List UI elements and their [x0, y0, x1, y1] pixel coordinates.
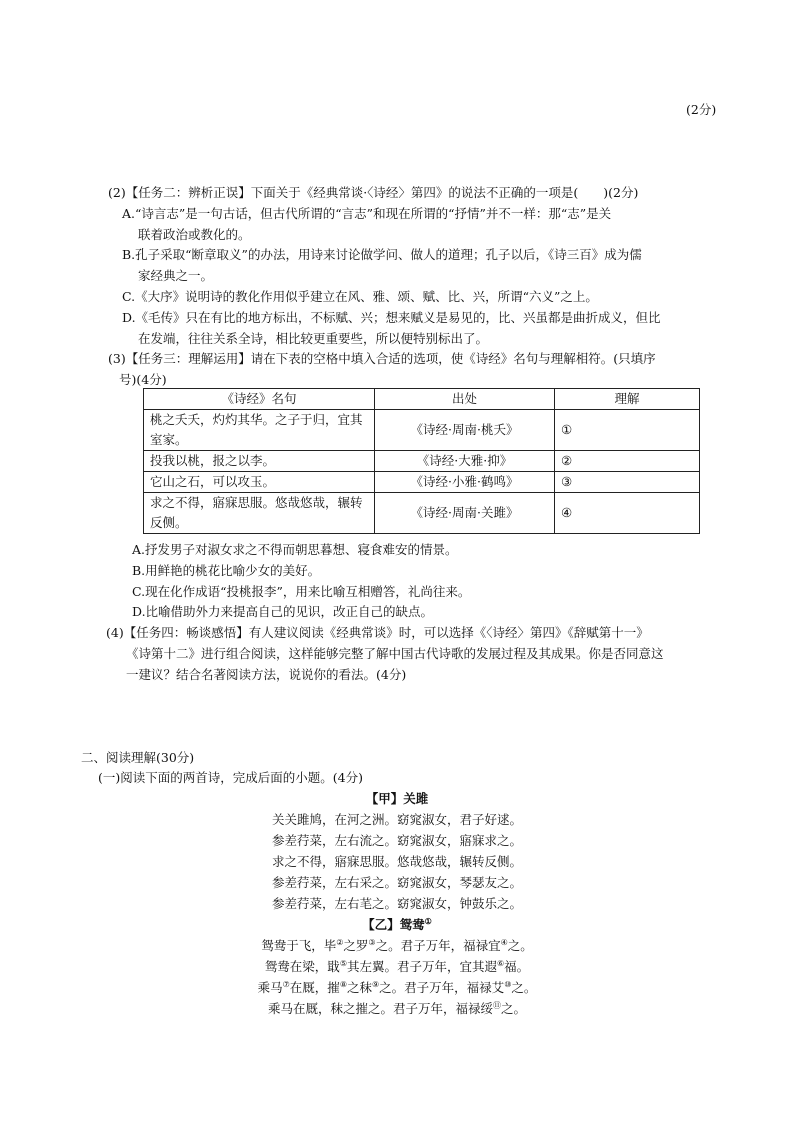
subsection-heading: (一)阅读下面的两首诗，完成后面的小题。(4分): [98, 770, 363, 785]
footnote-mark: ①: [424, 915, 432, 926]
task2-stem: (2)【任务二：辨析正误】下面关于《经典常谈·〈诗经〉第四》的说法不正确的一项是( )(2分): [108, 185, 639, 200]
option-line: 在发端，往往关系全诗，相比较更重要些，所以便特别标出了。: [138, 331, 489, 346]
table-row: [144, 493, 700, 534]
table-row: [144, 451, 700, 472]
task3-stem: [108, 348, 728, 390]
poem-line: 参差荇菜，左右芼之。窈窕淑女，钟鼓乐之。: [271, 896, 522, 911]
footnote-mark: ⑤: [339, 958, 347, 968]
blank-cell[interactable]: ②: [555, 451, 700, 472]
answer-option-a: A.抒发男子对淑女求之不得而朝思暮想、寝食难安的情景。: [132, 542, 458, 557]
blank-cell[interactable]: ④: [555, 493, 700, 534]
task4-stem: [106, 622, 726, 685]
source-cell: 《诗经·大雅·抑》: [375, 451, 555, 472]
quotes-table: [143, 388, 700, 534]
text: 之。君子万年，福禄宜: [375, 938, 501, 953]
poem-line: [0, 935, 794, 956]
table-row: [144, 410, 700, 451]
poem-line: [0, 956, 794, 977]
quote-cell: 投我以桃，报之以李。: [144, 451, 375, 472]
poem-line: [0, 998, 794, 1019]
footnote-mark: ⑦: [282, 979, 290, 989]
option-line: A.“诗言志”是一句古话，但古代所谓的“言志”和现在所谓的“抒情”并不一样：那“志”是关: [122, 206, 612, 221]
text: 之。: [511, 980, 537, 995]
option-line: C.《大序》说明诗的教化作用似乎建立在风、雅、颂、赋、比、兴，所谓“六义”之上。: [122, 289, 598, 304]
text: 乘马: [257, 980, 283, 995]
text: 之。: [501, 1001, 527, 1016]
header-quote: 《诗经》名句: [144, 389, 375, 410]
task2-option-a: [122, 203, 738, 245]
poem-jia-title: 【甲】关雎: [365, 791, 429, 806]
task2-option-b: [122, 244, 738, 286]
footnote-mark: ③: [368, 937, 376, 947]
blank-cell[interactable]: ③: [555, 472, 700, 493]
task3-stem-line: 号)(4分): [119, 372, 167, 387]
header-source: 出处: [375, 389, 555, 410]
text: 乘马在厩，秣之摧之。君子万年，福禄绥: [267, 1001, 493, 1016]
option-line: D.《毛传》只在有比的地方标出，不标赋、兴；想来赋义是易见的，比、兴虽都是曲折成义，但比: [122, 310, 661, 325]
footnote-mark: ⑪: [493, 1000, 501, 1010]
text: 之。: [507, 938, 533, 953]
task2-option-c: [122, 286, 738, 307]
poem-line: 参差荇菜，左右采之。窈窕淑女，琴瑟友之。: [271, 875, 522, 890]
poem-line: 求之不得，寤寐思服。悠哉悠哉，辗转反侧。: [271, 854, 522, 869]
task4-line: 一建议？结合名著阅读方法，说说你的看法。(4分): [126, 667, 407, 682]
poem-line: 参差荇菜，左右流之。窈窕淑女，寤寐求之。: [271, 833, 522, 848]
task4-line: (4)【任务四：畅谈感悟】有人建议阅读《经典常谈》时，可以选择《〈诗经〉第四》《辞赋第十一》: [106, 625, 649, 640]
poem-yi-title: [0, 914, 794, 935]
quote-cell: 求之不得，寤寐思服。悠哉悠哉，辗转反侧。: [144, 493, 375, 534]
blank-cell[interactable]: ①: [555, 410, 700, 451]
source-cell: 《诗经·周南·关雎》: [375, 493, 555, 534]
poem-title-text: 【乙】鸳鸯: [362, 917, 425, 932]
task4-line: 《诗第十二》进行组合阅读，这样能够完整了解中国古代诗歌的发展过程及其成果。你是否同意这: [126, 646, 664, 661]
text: 福。: [504, 959, 530, 974]
table-row: [144, 472, 700, 493]
footnote-mark: ②: [336, 937, 344, 947]
poem-line: [0, 977, 794, 998]
answer-option-d: D.比喻借助外力来提高自己的见识，改正自己的缺点。: [132, 604, 434, 619]
poem-line: 关关雎鸠，在河之洲。窈窕淑女，君子好逑。: [271, 812, 522, 827]
text: 之罗: [343, 938, 369, 953]
source-cell: 《诗经·周南·桃夭》: [375, 410, 555, 451]
option-line: 联着政治或教化的。: [138, 227, 251, 242]
footnote-mark: ⑨: [372, 979, 380, 989]
header-understanding: 理解: [555, 389, 700, 410]
text: 其左翼。君子万年，宜其遐: [346, 959, 497, 974]
score-note: (2分): [686, 102, 717, 117]
footnote-mark: ④: [500, 937, 508, 947]
text: 鸳鸯于飞，毕: [261, 938, 337, 953]
section-heading: 二、阅读理解(30分): [81, 750, 195, 765]
footnote-mark: ⑩: [504, 979, 512, 989]
footnote-mark: ⑧: [339, 979, 347, 989]
text: 在厩，摧: [289, 980, 340, 995]
task3-stem-line: (3)【任务三：理解运用】请在下表的空格中填入合适的选项，使《诗经》名句与理解相符。(只填序: [108, 351, 656, 366]
task2-option-d: [122, 307, 738, 349]
answer-option-c: C.现在化作成语“投桃报李”，用来比喻互相赠答，礼尚往来。: [132, 584, 471, 599]
quote-cell: 桃之夭夭，灼灼其华。之子于归，宜其室家。: [144, 410, 375, 451]
text: 鸳鸯在梁，戢: [264, 959, 340, 974]
table-header-row: [144, 389, 700, 410]
answer-option-b: B.用鲜艳的桃花比喻少女的美好。: [132, 563, 321, 578]
footnote-mark: ⑥: [497, 958, 505, 968]
source-cell: 《诗经·小雅·鹤鸣》: [375, 472, 555, 493]
text: 之。君子万年，福禄艾: [379, 980, 505, 995]
quote-cell: 它山之石，可以攻玉。: [144, 472, 375, 493]
option-line: 家经典之一。: [138, 268, 214, 283]
option-line: B.孔子采取“断章取义”的办法，用诗来讨论做学问、做人的道理；孔子以后，《诗三百》成为儒: [122, 247, 642, 262]
text: 之秣: [346, 980, 372, 995]
